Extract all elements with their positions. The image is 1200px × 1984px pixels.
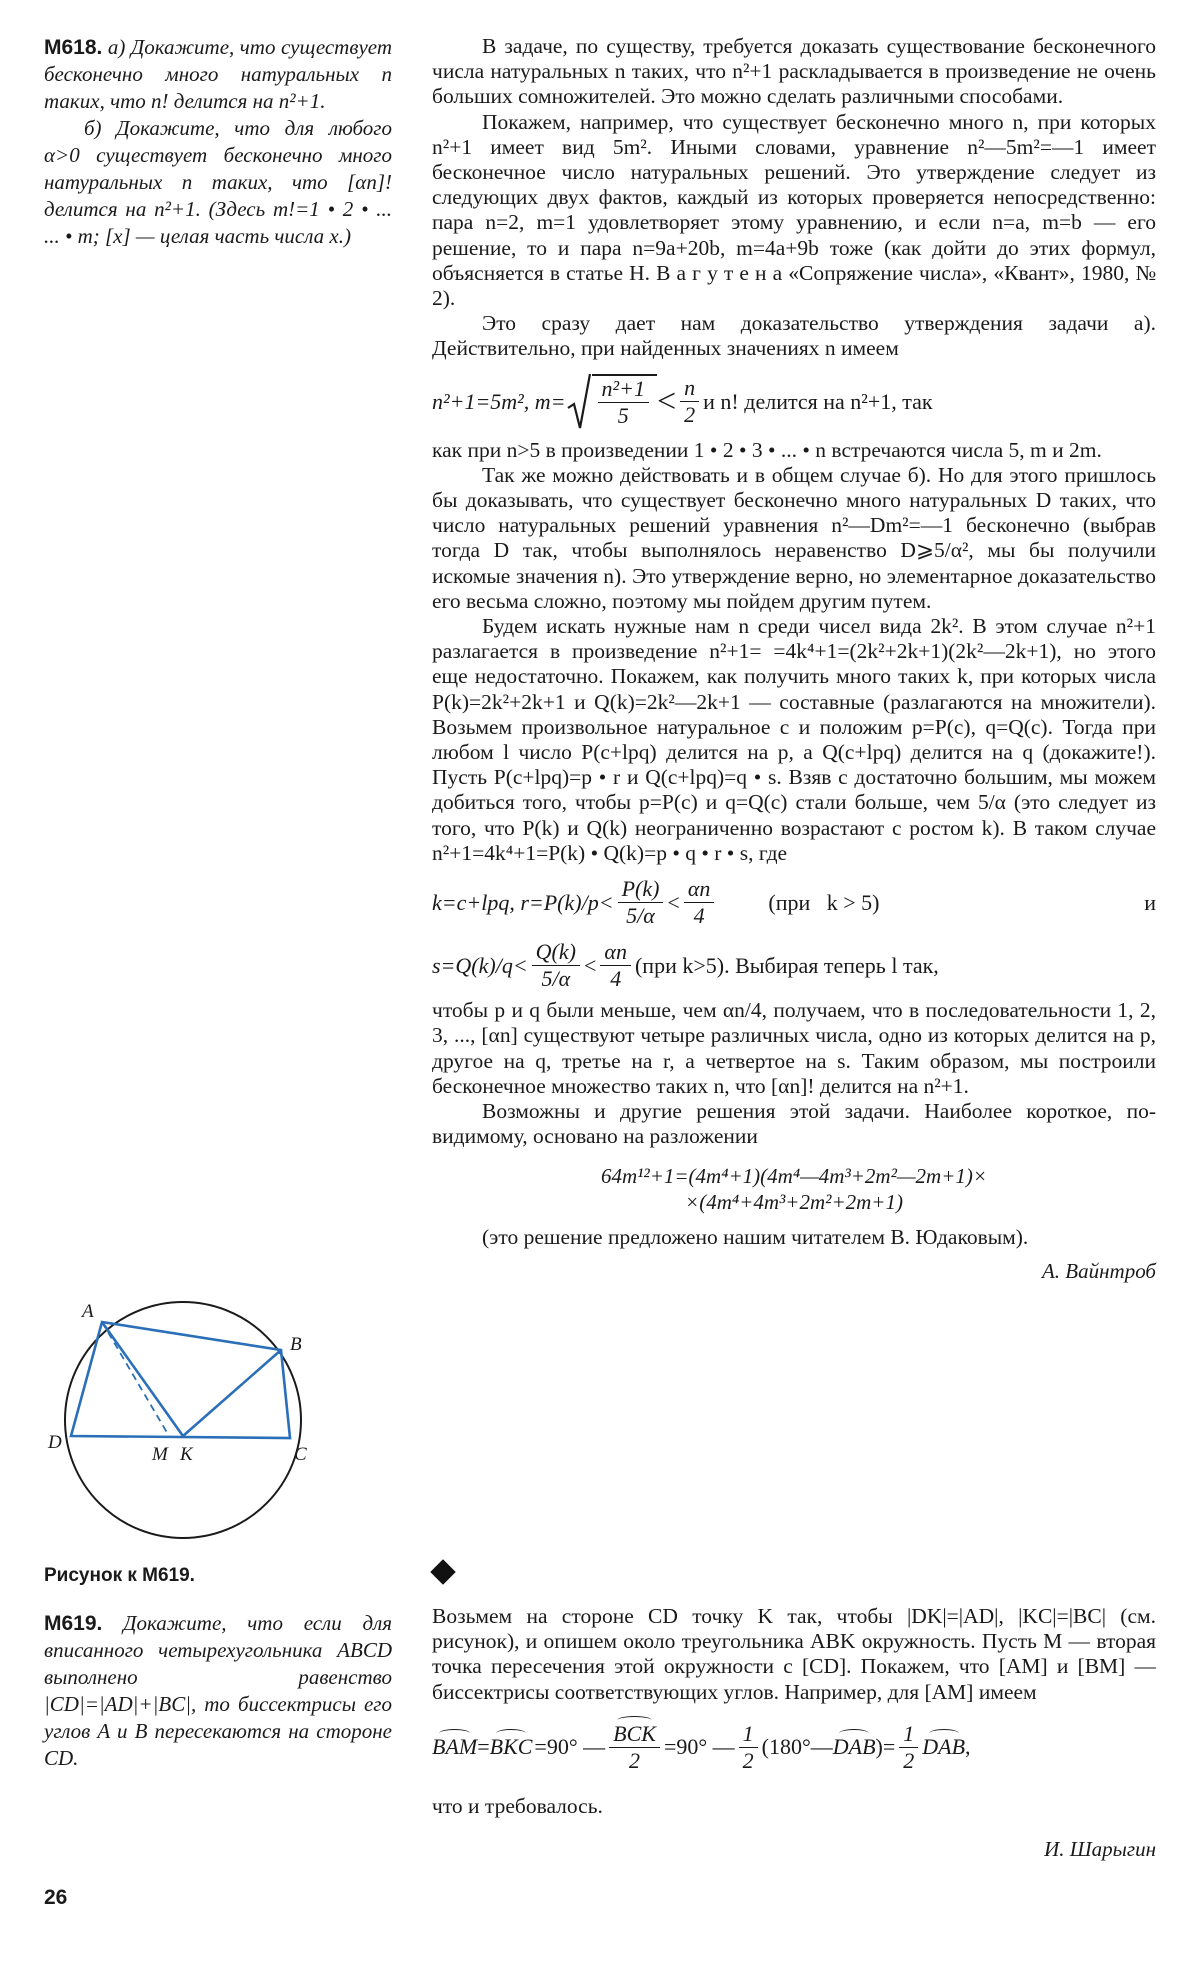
formula-sqrt: n²+1=5m², m= $\frac{\text{n²+1}}{5}$ < $\frac{n}{2}$ и n! делится на n²+1, так xyxy=(432,372,1156,432)
solution-618-p6: Будем искать нужные нам n среди чисел вида 2k². В этом случае n²+1 разлагается в произведение n²+1= =4k⁴+1=(2k²+2k+1)(2k²—2k+1), но этого еще недостаточно. Покажем, как получить много таких k, при которых числа P(k)=2k²+2k+1 и Q(k)=2k²—2k+1 — составные (разлагаются на множители). Возьмем произвольное натуральное c и положим p=P(c), q=Q(c). Тогда при любом l число P(c+lpq) делится на p, а Q(c+lpq) делится на q (докажите!). Пусть P(c+lpq)=p • r и Q(c+lpq)=q • s. Взяв c достаточно большим, мы можем добиться того, чтобы p=P(c) и q=Q(c) стали больше, чем 5/α (это следует из того, что P(k) и Q(k) неограниченно возрастают с ростом k). В таком случае n²+1=4k⁴+1=P(k) • Q(k)=p • q • r • s, где xyxy=(432,614,1156,865)
solution-619-p2: что и требовалось. xyxy=(432,1793,603,1818)
alpha-n-quarter-fraction: $\frac{\alpha n}{4}$ xyxy=(684,876,715,929)
formula-s: s=Q(k)/q< $\frac{Q(k)}{5/\alpha}$ < $\frac{\alpha n}{4}$ (при k>5). Выбирая теперь l так, xyxy=(432,939,939,992)
segment-am-dashed xyxy=(102,1322,169,1436)
q-over-alpha-fraction: $\frac{Q(k)}{5/\alpha}$ xyxy=(532,939,580,992)
segment-ak xyxy=(102,1322,183,1436)
solution-618 xyxy=(432,34,1156,1284)
solution-618-p1: В задаче, по существу, требуется доказать существование бесконечного числа натуральных n таких, что n²+1 раскладывается в произведение не очень больших сомножителей. Это можно сделать различными способами. xyxy=(432,34,1156,109)
problem-619-text: М619. Докажите, что если для вписанного четырехугольника ABCD выполнено равенство |CD|=|AD|+|BC|, то биссектрисы его углов A и B пересекаются на стороне CD. xyxy=(44,1611,392,1770)
signature-618: А. Вайнтроб xyxy=(1041,1258,1156,1283)
solution-618-p2: Покажем, например, что существует бесконечно много n, при которых n²+1 имеет вид 5m². Иными словами, уравнение n²—5m²=—1 имеет бесконечное число натуральных решений. Это утверждение следует из следующих двух фактов, каждый из которых проверяется непосредственно: пара n=2, m=1 удовлетворяет этому уравнению, и если n=a, m=b — его решение, то и пара n=9a+20b, m=4a+9b тоже (как дойти до этих формул, объясняется в статье Н. В а г у т е н а «Сопряжение числа», «Квант», 1980, № 2). xyxy=(432,109,1156,311)
formula-r: k=c+lpq, r=P(k)/p< $\frac{P(k)}{5/\alpha}$ < $\frac{\alpha n}{4}$ (при k > 5) и xyxy=(432,876,1156,929)
figure-caption: Рисунок к М619. xyxy=(44,1565,195,1586)
alpha-n-quarter-fraction-2: $\frac{\alpha n}{4}$ xyxy=(600,939,631,992)
solution-619-p1: Возьмем на стороне CD точку K так, чтобы |DK|=|AD|, |KC|=|BC| (см. рисунок), и опишем около треугольника ABK окружность. Пусть M — вторая точка пересечения этой окружности с [CD]. Покажем, что [AM] и [BM] — биссектрисы соответствующих углов. Например, для [AM] имеем xyxy=(432,1604,1156,1704)
signature-619: И. Шарыгин xyxy=(1044,1837,1156,1862)
solution-619 xyxy=(432,1604,1156,1862)
solution-618-p4: как при n>5 в произведении 1 • 2 • 3 • ... • n встречаются числа 5, m и 2m. xyxy=(432,437,1102,462)
one-half-fraction-1: $\frac{1}{2}$ xyxy=(739,1721,758,1774)
bck-half-fraction: $\frac{\text{BCK}}{2}$ xyxy=(609,1721,660,1774)
sqrt-fraction: $\frac{\text{n²+1}}{5}$ xyxy=(598,376,649,429)
label-b: B xyxy=(290,1334,302,1355)
circumcircle xyxy=(65,1302,301,1538)
problem-618-part-b: б) Докажите, что для любого α>0 существует бесконечно много натуральных n таких, что [αn]! делится на n²+1. (Здесь m!=1 • 2 • ... ... • m; [x] — целая часть числа x.) xyxy=(44,116,392,248)
n-half-fraction: $\frac{n}{2}$ xyxy=(680,375,699,428)
quadrilateral-abcd xyxy=(71,1322,290,1438)
label-d: D xyxy=(48,1432,62,1453)
one-half-fraction-2: $\frac{1}{2}$ xyxy=(899,1721,918,1774)
solution-618-p9: (это решение предложено нашим читателем В. Юдаковым). xyxy=(482,1225,1029,1250)
solution-618-p7: чтобы p и q были меньше, чем αn/4, получаем, что в последовательности 1, 2, 3, ..., [αn] существуют четыре различных числа, одно из которых делится на p, другое на q, третье на r, а четвертое на s. Таким образом, мы построили бесконечное множество таких n, что [αn]! делится на n²+1. xyxy=(432,998,1156,1098)
problem-619-label: М619. xyxy=(44,1612,103,1635)
problem-618-part-a: М618. а) Докажите, что существует бесконечно много натуральных n таких, что n! делится на n²+1. xyxy=(44,35,392,113)
problem-618-label: М618. xyxy=(44,36,103,59)
section-diamond-icon xyxy=(430,1559,455,1584)
label-a: A xyxy=(82,1301,94,1322)
label-k: K xyxy=(180,1444,193,1465)
label-m: M xyxy=(152,1444,168,1465)
solution-618-p8: Возможны и другие решения этой задачи. Наиболее короткое, по-видимому, основано на разложении xyxy=(432,1098,1156,1149)
p-over-alpha-fraction: $\frac{P(k)}{5/\alpha}$ xyxy=(618,876,664,929)
solution-618-p3: Это сразу дает нам доказательство утверждения задачи а). Действительно, при найденных значениях n имеем xyxy=(432,311,1156,361)
sqrt-sign xyxy=(566,372,657,432)
label-c: C xyxy=(294,1444,307,1465)
formula-factorization: 64m¹²+1=(4m⁴+1)(4m⁴—4m³+2m²—2m+1)× ×(4m⁴+4m³+2m²+2m+1) xyxy=(600,1164,988,1215)
problem-619 xyxy=(44,1610,392,1772)
page-number: 26 xyxy=(44,1886,68,1909)
segment-bk xyxy=(183,1350,281,1436)
formula-angles: BAM = BKC =90° — $\frac{\text{BCK}}{2}$ =90° — $\frac{1}{2}$ (180°— DAB )= $\frac{1}{2}$ DAB , xyxy=(432,1720,971,1773)
figure-m619 xyxy=(36,1290,336,1540)
problem-618 xyxy=(44,34,392,250)
solution-618-p5: Так же можно действовать и в общем случае б). Но для этого пришлось бы доказывать, что существует бесконечно много натуральных D таких, что число натуральных решений уравнения n²—Dm²=—1 бесконечно (выбрав тогда D так, чтобы выполнялось неравенство D⩾5/α², мы бы получили искомые значения n). Это утверждение верно, но элементарное доказательство его весьма сложно, поэтому мы пойдем другим путем. xyxy=(432,462,1156,613)
